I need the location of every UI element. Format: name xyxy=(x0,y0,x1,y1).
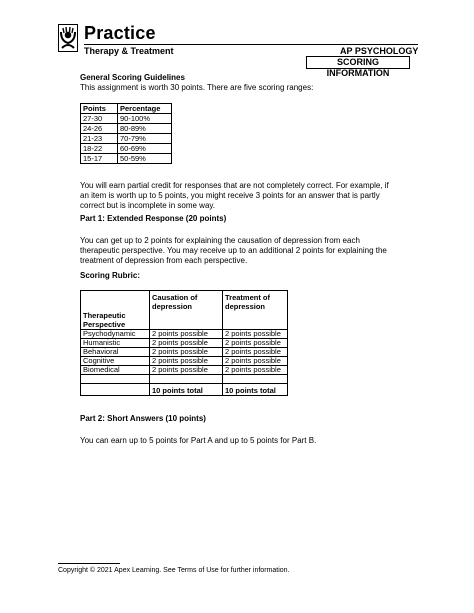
table-cell: 2 points possible xyxy=(150,366,223,375)
table-cell: 24-26 xyxy=(81,124,118,134)
table-cell: 15-17 xyxy=(81,154,118,164)
guidelines-heading: General Scoring Guidelines xyxy=(80,73,185,82)
table-row xyxy=(81,154,172,164)
table-cell xyxy=(81,384,150,396)
table-cell: 90-100% xyxy=(118,114,172,124)
table-row xyxy=(81,366,288,375)
column-header: Treatment of depression xyxy=(223,291,288,330)
table-cell: Biomedical xyxy=(81,366,150,375)
table-header-row xyxy=(81,104,172,114)
part2-heading: Part 2: Short Answers (10 points) xyxy=(80,414,206,423)
table-cell: Cognitive xyxy=(81,357,150,366)
table-header-row xyxy=(81,291,288,330)
table-cell: 2 points possible xyxy=(223,357,288,366)
partial-credit-text: You will earn partial credit for responses that are not completely correct. For example, if an item is worth up to 5 points, you might receive 3 points for an answer that is partly correct but is incomplete in some way. xyxy=(80,181,389,210)
copyright-notice: Copyright © 2021 Apex Learning. See Terms of Use for further information. xyxy=(58,567,290,574)
table-cell: 2 points possible xyxy=(150,357,223,366)
table-cell: 2 points possible xyxy=(150,330,223,339)
header-divider xyxy=(84,44,418,45)
table-cell: 2 points possible xyxy=(223,339,288,348)
scoring-ranges-table xyxy=(80,103,172,164)
table-cell: 2 points possible xyxy=(223,366,288,375)
table-cell: 60-69% xyxy=(118,144,172,154)
table-cell: Psychodynamic xyxy=(81,330,150,339)
table-cell: 70-79% xyxy=(118,134,172,144)
table-cell: 80-89% xyxy=(118,124,172,134)
table-cell: 2 points possible xyxy=(223,348,288,357)
footer-divider xyxy=(58,563,120,564)
column-header: Points xyxy=(81,104,118,114)
table-cell: 18-22 xyxy=(81,144,118,154)
guidelines-intro: This assignment is worth 30 points. There are five scoring ranges: xyxy=(80,83,314,92)
table-row xyxy=(81,375,288,384)
table-cell: Behavioral xyxy=(81,348,150,357)
rubric-heading: Scoring Rubric: xyxy=(80,271,141,280)
totals-row xyxy=(81,384,288,396)
table-row xyxy=(81,124,172,134)
part1-heading: Part 1: Extended Response (20 points) xyxy=(80,214,227,223)
table-cell: 2 points possible xyxy=(150,339,223,348)
part2-text: You can earn up to 5 points for Part A and up to 5 points for Part B. xyxy=(80,436,317,445)
total-treatment: 10 points total xyxy=(223,384,288,396)
table-cell: 21-23 xyxy=(81,134,118,144)
brand-title: Practice xyxy=(84,23,156,43)
table-cell: 27-30 xyxy=(81,114,118,124)
table-cell: Humanistic xyxy=(81,339,150,348)
section-label: SCORING INFORMATION xyxy=(306,56,410,69)
table-cell xyxy=(223,375,288,384)
column-header: Therapeutic Perspective xyxy=(81,291,150,330)
scoring-rubric-table xyxy=(80,290,288,396)
table-cell xyxy=(81,375,150,384)
lesson-subtitle: Therapy & Treatment xyxy=(84,46,174,56)
course-name: AP PSYCHOLOGY xyxy=(340,46,419,56)
table-row xyxy=(81,134,172,144)
table-cell: 2 points possible xyxy=(150,348,223,357)
table-row xyxy=(81,114,172,124)
table-cell: 50-59% xyxy=(118,154,172,164)
table-cell xyxy=(150,375,223,384)
part1-text: You can get up to 2 points for explaining the causation of depression from each therapeutic perspective. You may receive up to an additional 2 points for explaining the treatment of depression from each perspective. xyxy=(80,236,387,265)
total-causation: 10 points total xyxy=(150,384,223,396)
column-header: Causation of depression xyxy=(150,291,223,330)
column-header: Percentage xyxy=(118,104,172,114)
hands-cradling-head-icon xyxy=(58,24,78,52)
table-row xyxy=(81,144,172,154)
table-cell: 2 points possible xyxy=(223,330,288,339)
